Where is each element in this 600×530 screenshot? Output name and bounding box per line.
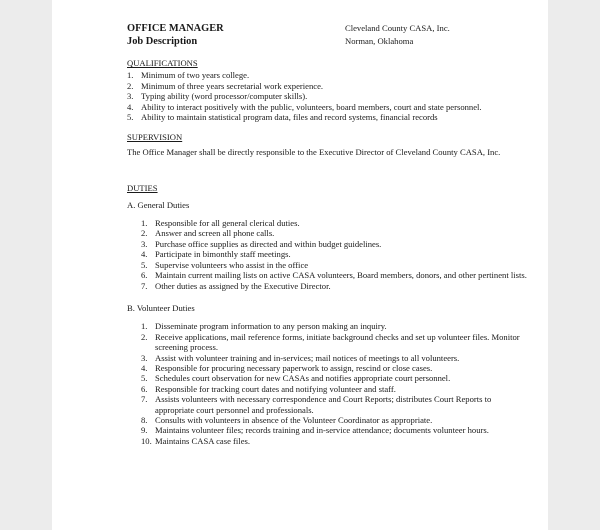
list-number: 3. <box>141 238 148 249</box>
list-number: 5. <box>141 373 148 384</box>
job-title: OFFICE MANAGER <box>127 23 224 34</box>
qualifications-list <box>127 70 527 122</box>
list-item-text: Other duties as assigned by the Executive Director. <box>155 280 331 291</box>
list-item-text: Responsible for all general clerical duties. <box>155 218 300 229</box>
list-item-text: Disseminate program information to any person making an inquiry. <box>155 321 387 332</box>
list-number: 10. <box>141 435 152 446</box>
list-item <box>141 270 527 280</box>
duties-heading: DUTIES <box>127 183 158 194</box>
list-item-text: Responsible for tracking court dates and notifying volunteer and staff. <box>155 383 396 394</box>
list-item <box>141 249 527 259</box>
list-number: 1. <box>141 321 148 332</box>
supervision-heading: SUPERVISION <box>127 132 183 143</box>
list-item <box>127 81 527 91</box>
list-number: 8. <box>141 414 148 425</box>
list-item-text: Ability to maintain statistical program data, files and record systems, financial records <box>141 112 438 123</box>
list-item-text: Ability to interact positively with the public, volunteers, board members, court and state personnel. <box>141 101 482 112</box>
list-number: 6. <box>141 270 148 281</box>
org-location: Norman, Oklahoma <box>345 36 414 46</box>
list-number: 2. <box>141 228 148 239</box>
list-item-text: Supervise volunteers who assist in the office <box>155 259 309 270</box>
volunteer-duties-list <box>141 321 527 446</box>
supervision-text: The Office Manager shall be directly responsible to the Executive Director of Cleveland County CASA, Inc. <box>127 146 501 157</box>
job-subtitle: Job Description <box>127 36 198 47</box>
list-item <box>141 415 527 425</box>
list-number: 2. <box>127 80 134 91</box>
list-number: 4. <box>141 249 148 260</box>
list-number: 7. <box>141 280 148 291</box>
volunteer-duties-label: B. Volunteer Duties <box>127 302 195 313</box>
list-item <box>141 384 527 394</box>
list-item-text: Answer and screen all phone calls. <box>155 228 275 239</box>
list-number: 1. <box>127 70 134 81</box>
list-item <box>127 102 527 112</box>
list-item-text: Maintain current mailing lists on active CASA volunteers, Board members, donors, and other pertinent lists. <box>155 270 527 281</box>
list-number: 9. <box>141 425 148 436</box>
list-item-text: Schedules court observation for new CASAs and notifies appropriate court personnel. <box>155 373 451 384</box>
list-item <box>127 112 527 122</box>
list-number: 7. <box>141 394 148 405</box>
title-block <box>127 22 224 48</box>
list-item-text: Minimum of three years secretarial work experience. <box>141 80 324 91</box>
list-item-text: Assists volunteers with necessary correspondence and Court Reports; distributes Court Reports to appropriate court personnel and professionals. <box>155 394 492 415</box>
list-item-text: Maintains CASA case files. <box>155 435 250 446</box>
list-item-text: Receive applications, mail reference forms, initiate background checks and set up volunteer files. Monitor screening process. <box>155 331 520 353</box>
list-number: 6. <box>141 383 148 394</box>
list-item <box>141 373 527 383</box>
list-number: 2. <box>141 331 148 342</box>
list-item-text: Consults with volunteers in absence of the Volunteer Coordinator as appropriate. <box>155 414 433 425</box>
list-item <box>141 239 527 249</box>
list-item-text: Minimum of two years college. <box>141 70 250 81</box>
list-number: 5. <box>127 112 134 123</box>
list-item <box>141 363 527 373</box>
list-item <box>141 436 527 446</box>
list-number: 4. <box>127 101 134 112</box>
list-number: 3. <box>141 352 148 363</box>
general-duties-label: A. General Duties <box>127 199 190 210</box>
list-item <box>141 218 527 228</box>
list-item <box>127 70 527 80</box>
list-number: 3. <box>127 91 134 102</box>
list-item <box>141 394 527 415</box>
list-item-text: Maintains volunteer files; records training and in-service attendance; documents volunteer hours. <box>155 425 489 436</box>
list-number: 4. <box>141 362 148 373</box>
list-number: 1. <box>141 218 148 229</box>
list-item <box>141 260 527 270</box>
general-duties-list <box>141 218 527 291</box>
header <box>127 22 527 48</box>
list-item <box>141 332 527 353</box>
list-item-text: Purchase office supplies as directed and within budget guidelines. <box>155 238 382 249</box>
list-item <box>127 91 527 101</box>
list-number: 5. <box>141 259 148 270</box>
org-name: Cleveland County CASA, Inc. <box>345 23 450 33</box>
list-item <box>141 321 527 331</box>
list-item <box>141 228 527 238</box>
list-item-text: Assist with volunteer training and in-services; mail notices of meetings to all volunteers. <box>155 352 460 363</box>
list-item <box>141 281 527 291</box>
org-block <box>345 22 450 48</box>
list-item-text: Typing ability (word processor/computer skills). <box>141 91 308 102</box>
list-item-text: Responsible for procuring necessary paperwork to assign, rescind or close cases. <box>155 362 433 373</box>
document-content <box>127 22 527 446</box>
document-page <box>52 0 548 530</box>
qualifications-heading: QUALIFICATIONS <box>127 58 198 68</box>
list-item <box>141 353 527 363</box>
list-item-text: Participate in bimonthly staff meetings. <box>155 249 291 260</box>
list-item <box>141 425 527 435</box>
